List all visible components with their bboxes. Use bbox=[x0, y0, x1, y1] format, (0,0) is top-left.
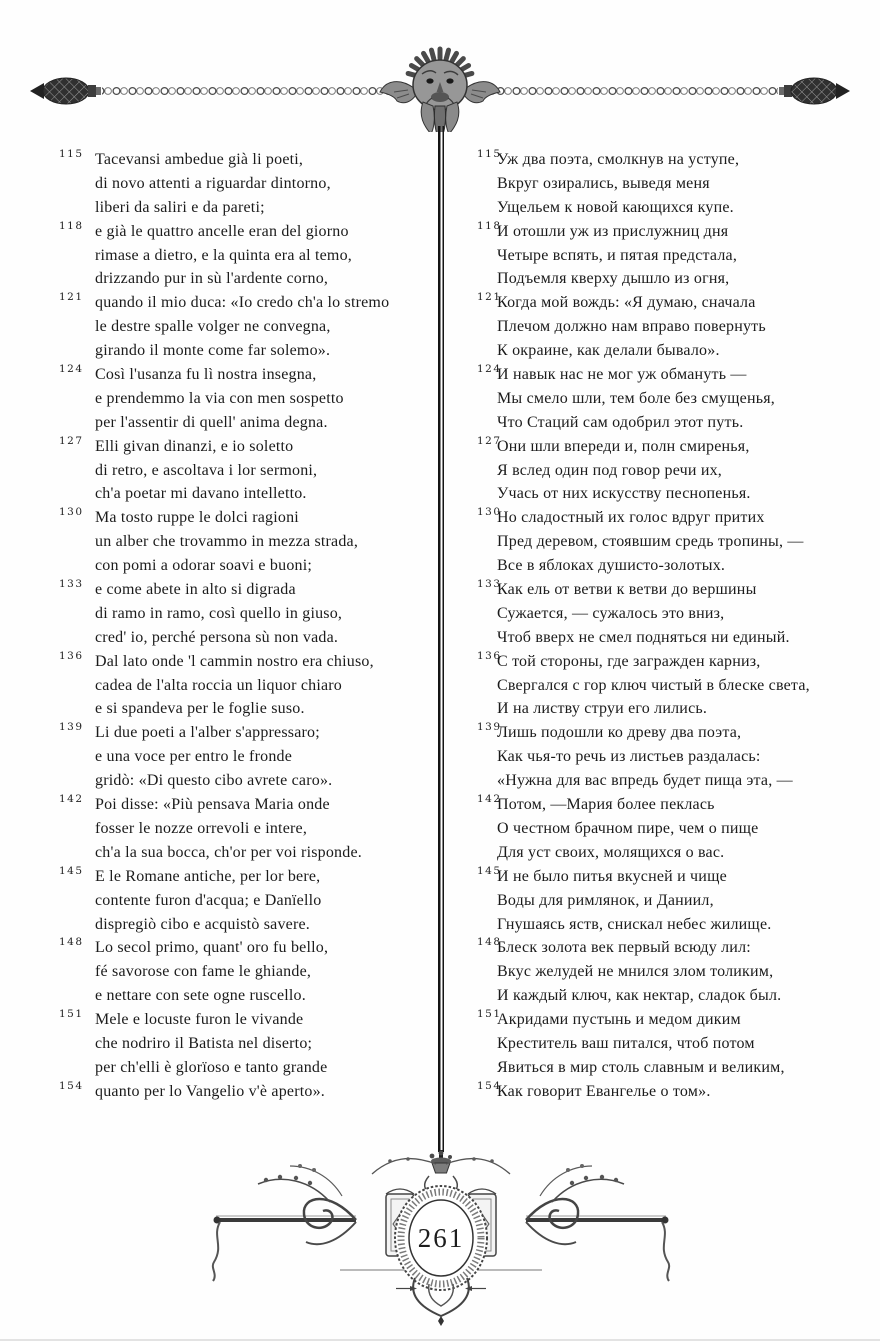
verse-line bbox=[55, 315, 437, 339]
verse-line-text: Все в яблоках душисто-золотых. bbox=[497, 557, 726, 575]
verse-line-text: di retro, e ascoltava i lor sermoni, bbox=[95, 461, 318, 479]
verse-line-text: Креститель ваш питался, чтоб потом bbox=[497, 1034, 755, 1052]
verse-line bbox=[456, 220, 878, 244]
verse-line bbox=[55, 172, 437, 196]
verse-line bbox=[456, 578, 878, 602]
verse-line-text: Гнушаясь яств, снискал небес жилище. bbox=[497, 915, 772, 933]
verse-line-text: И навык нас не мог уж обмануть — bbox=[497, 366, 747, 384]
verse-line bbox=[55, 148, 437, 172]
verse-line bbox=[55, 626, 437, 650]
verse-line-text: di novo attenti a riguardar dintorno, bbox=[95, 174, 331, 192]
verse-line bbox=[456, 315, 878, 339]
verse-line bbox=[55, 387, 437, 411]
verse-line-text: di ramo in ramo, così quello in giuso, bbox=[95, 604, 343, 622]
tercet bbox=[456, 1008, 878, 1080]
verse-number: 148 bbox=[477, 936, 502, 949]
verse-line bbox=[55, 745, 437, 769]
header-ornament bbox=[0, 42, 880, 132]
verse-line bbox=[456, 244, 878, 268]
verse-number: 142 bbox=[59, 793, 84, 806]
verse-number: 154 bbox=[477, 1079, 502, 1092]
verse-line bbox=[456, 817, 878, 841]
tercet bbox=[456, 363, 878, 435]
verse-line bbox=[55, 1056, 437, 1080]
tercet bbox=[456, 291, 878, 363]
verse-line-text: un alber che trovammo in mezza strada, bbox=[95, 533, 359, 551]
verse-number: 115 bbox=[477, 148, 502, 160]
verse-line-text: Но сладостный их голос вдруг притих bbox=[497, 509, 765, 527]
verse-line bbox=[55, 674, 437, 698]
verse-line-text: Они шли впереди и, полн смиренья, bbox=[497, 437, 750, 455]
verse-line-text: E le Romane antiche, per lor bere, bbox=[95, 867, 321, 885]
tercet bbox=[456, 220, 878, 292]
verse-line bbox=[55, 984, 437, 1008]
verse-line-text: Уж два поэта, смолкнув на уступе, bbox=[497, 151, 740, 168]
verse-line-text: Акридами пустынь и медом диким bbox=[497, 1011, 741, 1029]
verse-line bbox=[456, 865, 878, 889]
verse-line-text: Così l'usanza fu lì nostra insegna, bbox=[95, 366, 317, 384]
verse-line bbox=[456, 769, 878, 793]
verse-line-text: Лишь подошли ко древу два поэта, bbox=[497, 724, 742, 742]
tercet bbox=[456, 793, 878, 865]
verse-line-text: cred' io, perché persona sù non vada. bbox=[95, 628, 339, 646]
verse-line bbox=[55, 578, 437, 602]
verse-line bbox=[55, 291, 437, 315]
chain-band-left bbox=[102, 84, 402, 98]
verse-line bbox=[456, 172, 878, 196]
verse-number: 118 bbox=[477, 219, 502, 232]
verse-line-text: e già le quattro ancelle eran del giorno bbox=[95, 222, 349, 240]
verse-line bbox=[55, 1032, 437, 1056]
tercet bbox=[55, 650, 437, 722]
verse-line-text: Пред деревом, стоявшим средь тропины, — bbox=[497, 533, 804, 551]
verse-line bbox=[456, 196, 878, 220]
verse-line bbox=[456, 960, 878, 984]
verse-line bbox=[456, 148, 878, 172]
verse-number: 115 bbox=[59, 148, 84, 160]
verse-line bbox=[55, 793, 437, 817]
verse-line bbox=[55, 244, 437, 268]
verse-line-text: liberi da saliri e da pareti; bbox=[95, 198, 265, 216]
verse-line bbox=[55, 721, 437, 745]
verse-line-text: Как чья-то речь из листьев раздалась: bbox=[497, 748, 761, 766]
tercet bbox=[456, 650, 878, 722]
verse-line bbox=[456, 291, 878, 315]
verse-line-text: Tacevansi ambedue già li poeti, bbox=[95, 151, 304, 168]
verse-line-text: Как ель от ветви к ветви до вершины bbox=[497, 581, 757, 599]
verse-line-text: e prendemmo la via con men sospetto bbox=[95, 389, 344, 407]
verse-line bbox=[55, 196, 437, 220]
verse-line-text: Li due poeti a l'alber s'appressaro; bbox=[95, 724, 320, 742]
verse-line bbox=[55, 339, 437, 363]
verse-line bbox=[55, 889, 437, 913]
verse-line-text: Плечом должно нам вправо повернуть bbox=[497, 318, 766, 336]
verse-number: 148 bbox=[59, 936, 84, 949]
verse-line bbox=[55, 650, 437, 674]
verse-line bbox=[456, 602, 878, 626]
verse-line bbox=[55, 841, 437, 865]
tercet bbox=[456, 435, 878, 507]
verse-line bbox=[55, 411, 437, 435]
verse-line-text: О честном брачном пире, чем о пище bbox=[497, 819, 759, 837]
verse-line-text: Блеск золота век первый всюду лил: bbox=[497, 939, 751, 957]
tercet bbox=[55, 148, 437, 220]
verse-line bbox=[456, 1032, 878, 1056]
verse-line-text: per l'assentir di quell' anima degna. bbox=[95, 413, 328, 431]
verse-line bbox=[55, 482, 437, 506]
verse-line-text: drizzando pur in sù l'ardente corno, bbox=[95, 270, 329, 288]
verse-line-text: Ma tosto ruppe le dolci ragioni bbox=[95, 509, 299, 527]
verse-number: 145 bbox=[59, 864, 84, 877]
page-number: 261 bbox=[417, 1223, 465, 1253]
verse-line-text: cadea de l'alta roccia un liquor chiaro bbox=[95, 676, 343, 694]
verse-line bbox=[456, 482, 878, 506]
verse-number: 121 bbox=[477, 291, 502, 304]
verse-number: 130 bbox=[477, 506, 502, 519]
verse-line bbox=[456, 459, 878, 483]
verse-line bbox=[456, 721, 878, 745]
verse-line bbox=[55, 363, 437, 387]
tercet bbox=[55, 291, 437, 363]
verse-number: 151 bbox=[477, 1008, 502, 1021]
verse-line-text: Poi disse: «Più pensava Maria onde bbox=[95, 796, 330, 814]
verse-line-text: Четыре вспять, и пятая предстала, bbox=[497, 246, 738, 264]
verse-line-text: Сужается, — сужалось это вниз, bbox=[497, 604, 725, 622]
verse-line-text: gridò: «Di questo cibo avrete caro». bbox=[95, 772, 333, 790]
verse-line-text: che nodriro il Batista nel diserto; bbox=[95, 1034, 313, 1052]
verse-line-text: ch'a poetar mi davano intelletto. bbox=[95, 485, 307, 503]
verse-line bbox=[55, 913, 437, 937]
verse-line-text: rimase a dietro, e la quinta era al temo, bbox=[95, 246, 352, 264]
verse-line bbox=[456, 626, 878, 650]
verse-line-text: И на листву струи его лились. bbox=[497, 700, 708, 718]
verse-line bbox=[456, 506, 878, 530]
verse-line-text: e una voce per entro le fronde bbox=[95, 748, 293, 766]
verse-line bbox=[55, 1008, 437, 1032]
tercet bbox=[55, 721, 437, 793]
column-divider-rule bbox=[438, 126, 444, 1152]
verse-line-text: Mele e locuste furon le vivande bbox=[95, 1011, 304, 1029]
verse-line bbox=[456, 650, 878, 674]
verse-line-text: Dal lato onde 'l cammin nostro era chiuso, bbox=[95, 652, 374, 670]
verse-line-text: ch'a la sua bocca, ch'or per voi risponde. bbox=[95, 843, 362, 861]
verse-line bbox=[456, 793, 878, 817]
verse-line-text: И каждый ключ, как нектар, сладок был. bbox=[497, 987, 782, 1005]
tercet bbox=[55, 363, 437, 435]
page-number-medallion bbox=[395, 1186, 487, 1290]
verse-line-text: fé savorose con fame le ghiande, bbox=[95, 963, 312, 981]
verse-number: 133 bbox=[59, 578, 84, 591]
verse-line-text: quando il mio duca: «Io credo ch'a lo stremo bbox=[95, 294, 390, 312]
verse-line-text: Когда мой вождь: «Я думаю, сначала bbox=[497, 294, 756, 312]
verse-line-text: e nettare con sete ogne ruscello. bbox=[95, 987, 306, 1005]
tercet bbox=[55, 220, 437, 292]
verse-number: 130 bbox=[59, 506, 84, 519]
verse-line-text: Учась от них искусству песнопенья. bbox=[497, 485, 751, 503]
italian-column bbox=[55, 148, 437, 1104]
verse-number: 118 bbox=[59, 219, 84, 232]
tercet bbox=[55, 1080, 437, 1104]
tercet bbox=[456, 506, 878, 578]
verse-number: 136 bbox=[59, 649, 84, 662]
verse-line-text: con pomi a odorar soavi e buoni; bbox=[95, 557, 313, 575]
verse-line bbox=[456, 1056, 878, 1080]
verse-number: 145 bbox=[477, 864, 502, 877]
tercet bbox=[456, 721, 878, 793]
verse-line bbox=[55, 435, 437, 459]
verse-line bbox=[456, 889, 878, 913]
verse-line-text: Чтоб вверх не смел подняться ни единый. bbox=[497, 628, 790, 646]
verse-line-text: Вкус желудей не мнился злом толиким, bbox=[497, 963, 774, 981]
verse-number: 124 bbox=[477, 363, 502, 376]
verse-line-text: per ch'elli è glorïoso e tanto grande bbox=[95, 1058, 328, 1076]
verse-line bbox=[456, 554, 878, 578]
tercet bbox=[55, 506, 437, 578]
verse-line bbox=[55, 220, 437, 244]
verse-line bbox=[55, 769, 437, 793]
verse-number: 133 bbox=[477, 578, 502, 591]
tercet bbox=[55, 578, 437, 650]
verse-line bbox=[55, 697, 437, 721]
verse-line bbox=[456, 387, 878, 411]
verse-line-text: Ущельем к новой кающихся купе. bbox=[497, 198, 734, 216]
tercet bbox=[456, 148, 878, 220]
verse-line-text: «Нужна для вас впредь будет пища эта, — bbox=[497, 772, 793, 790]
verse-line bbox=[55, 506, 437, 530]
verse-line-text: Явиться в мир столь славным и великим, bbox=[497, 1058, 785, 1076]
lion-mask-icon bbox=[380, 49, 500, 132]
verse-line-text: Вкруг озирались, выведя меня bbox=[497, 174, 710, 192]
verse-number: 154 bbox=[59, 1079, 84, 1092]
verse-line bbox=[55, 936, 437, 960]
verse-line-text: И отошли уж из прислужниц дня bbox=[497, 222, 729, 240]
verse-number: 142 bbox=[477, 793, 502, 806]
pinecone-finial-left bbox=[30, 78, 101, 104]
verse-line-text: Я вслед один под говор речи их, bbox=[497, 461, 722, 479]
verse-line bbox=[456, 1080, 878, 1104]
verse-line bbox=[456, 984, 878, 1008]
verse-line-text: fosser le nozze orrevoli e intere, bbox=[95, 819, 308, 837]
tercet bbox=[456, 1080, 878, 1104]
verse-line bbox=[456, 936, 878, 960]
verse-line-text: Elli givan dinanzi, e io soletto bbox=[95, 437, 294, 455]
verse-line bbox=[456, 435, 878, 459]
verse-line-text: Мы смело шли, тем боле без смущенья, bbox=[497, 389, 776, 407]
verse-line bbox=[55, 530, 437, 554]
verse-line bbox=[55, 865, 437, 889]
tercet bbox=[55, 435, 437, 507]
tercet bbox=[55, 1008, 437, 1080]
verse-line bbox=[456, 363, 878, 387]
verse-number: 139 bbox=[59, 721, 84, 734]
verse-line-text: Воды для римлянок, и Даниил, bbox=[497, 891, 714, 909]
verse-line-text: e come abete in alto si digrada bbox=[95, 581, 296, 599]
verse-line bbox=[55, 267, 437, 291]
verse-number: 127 bbox=[59, 434, 84, 447]
verse-number: 139 bbox=[477, 721, 502, 734]
tercet bbox=[456, 578, 878, 650]
verse-number: 136 bbox=[477, 649, 502, 662]
tercet bbox=[456, 865, 878, 937]
verse-line-text: e si spandeva per le foglie suso. bbox=[95, 700, 305, 718]
verse-line bbox=[55, 459, 437, 483]
verse-line bbox=[456, 1008, 878, 1032]
verse-line bbox=[456, 530, 878, 554]
verse-line bbox=[55, 602, 437, 626]
verse-line bbox=[55, 817, 437, 841]
verse-line-text: quanto per lo Vangelio v'è aperto». bbox=[95, 1082, 325, 1100]
verse-number: 124 bbox=[59, 363, 84, 376]
verse-line-text: Свергался с гор ключ чистый в блеске света, bbox=[497, 676, 810, 694]
tercet bbox=[456, 936, 878, 1008]
tercet bbox=[55, 793, 437, 865]
verse-line bbox=[456, 267, 878, 291]
verse-line-text: И не было питья вкусней и чище bbox=[497, 867, 727, 885]
tercet bbox=[55, 936, 437, 1008]
verse-line bbox=[456, 841, 878, 865]
verse-line-text: dispregiò cibo e acquistò savere. bbox=[95, 915, 310, 933]
verse-line bbox=[456, 697, 878, 721]
verse-line bbox=[456, 411, 878, 435]
verse-line-text: С той стороны, где загражден карниз, bbox=[497, 652, 761, 670]
verse-number: 121 bbox=[59, 291, 84, 304]
verse-line-text: Потом, —Мария более пеклась bbox=[497, 796, 715, 814]
verse-line-text: le destre spalle volger ne convegna, bbox=[95, 318, 331, 336]
verse-line-text: Как говорит Евангелье о том». bbox=[497, 1082, 711, 1100]
verse-line bbox=[55, 554, 437, 578]
russian-column bbox=[456, 148, 878, 1104]
verse-line bbox=[456, 913, 878, 937]
verse-line-text: girando il monte come far solemo». bbox=[95, 342, 331, 360]
verse-line bbox=[456, 339, 878, 363]
verse-line bbox=[456, 674, 878, 698]
verse-number: 127 bbox=[477, 434, 502, 447]
verse-line-text: Подъемля кверху дышло из огня, bbox=[497, 270, 730, 288]
verse-line bbox=[456, 745, 878, 769]
tercet bbox=[55, 865, 437, 937]
chain-band-right bbox=[478, 84, 778, 98]
verse-line-text: Что Стаций сам одобрил этот путь. bbox=[497, 413, 744, 431]
pinecone-finial-right bbox=[779, 78, 850, 104]
footer-ornament bbox=[210, 1150, 672, 1328]
verse-number: 151 bbox=[59, 1008, 84, 1021]
verse-line-text: Lo secol primo, quant' oro fu bello, bbox=[95, 939, 329, 957]
verse-line-text: Для уст своих, молящихся о вас. bbox=[497, 843, 725, 861]
verse-line bbox=[55, 960, 437, 984]
verse-line bbox=[55, 1080, 437, 1104]
verse-line-text: contente furon d'acqua; e Danïello bbox=[95, 891, 322, 909]
verse-line-text: К окраине, как делали бывало». bbox=[497, 342, 720, 360]
